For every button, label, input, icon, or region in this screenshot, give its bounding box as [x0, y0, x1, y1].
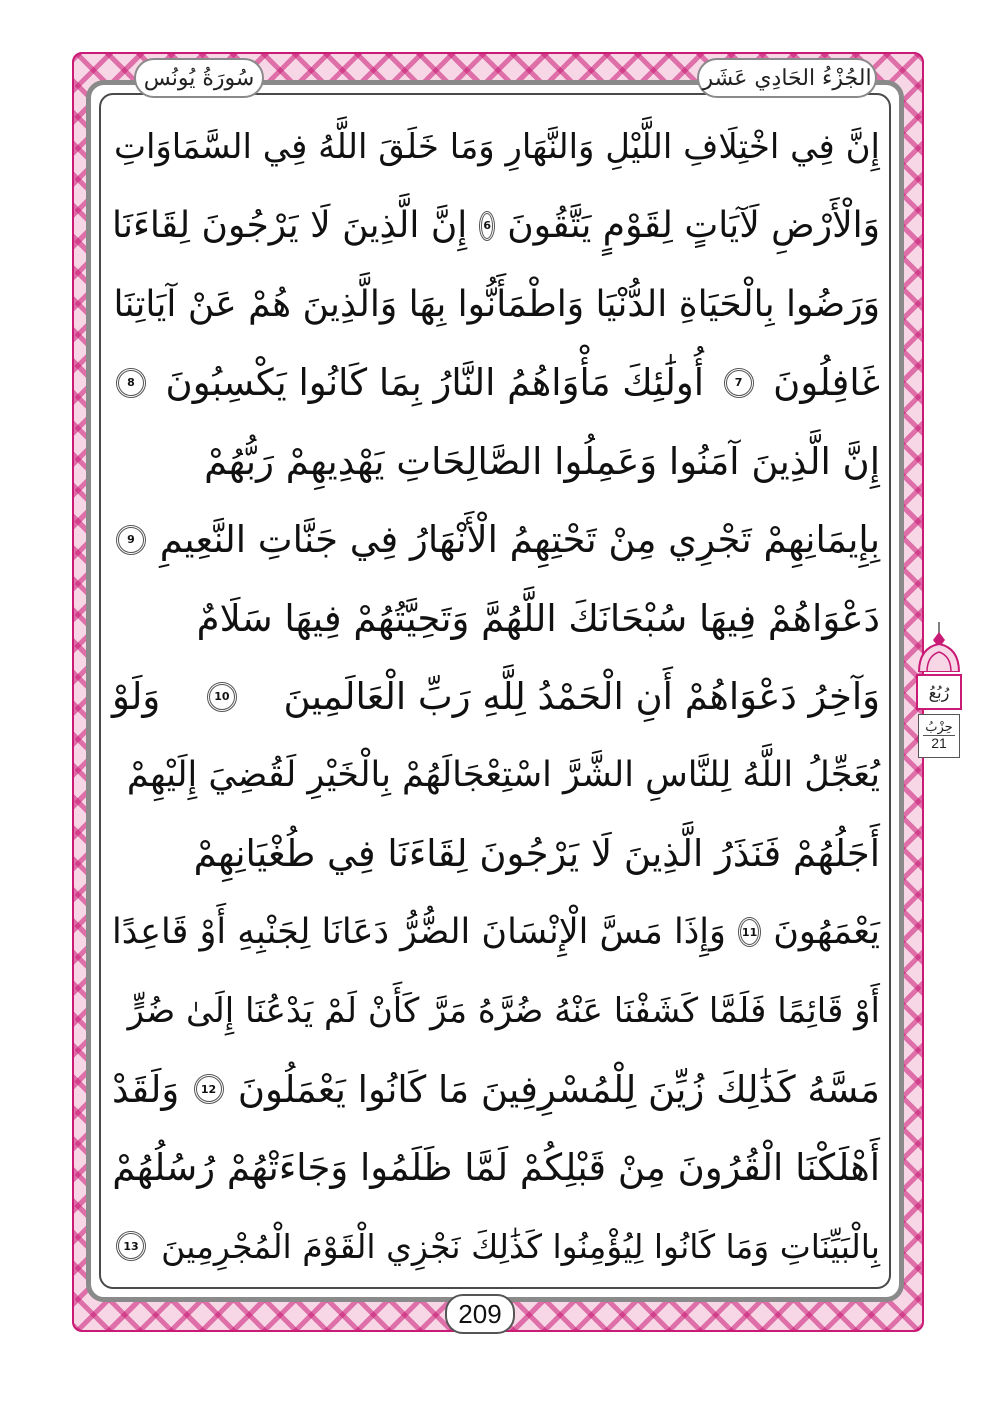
text-line [112, 579, 880, 658]
juz-name-box [697, 58, 877, 98]
verse-text: يَعْمَهُونَ [773, 912, 880, 953]
verse-text: وَآخِرُ دَعْوَاهُمْ أَنِ الْحَمْدُ لِلَّهِ رَبِّ الْعَالَمِينَ [283, 675, 880, 719]
surah-name-box [134, 58, 264, 98]
verse-text: مَسَّهُ كَذَٰلِكَ زُيِّنَ لِلْمُسْرِفِينَ مَا كَانُوا يَعْمَلُونَ [237, 1067, 880, 1111]
page-number: 209 [458, 1298, 502, 1329]
text-line [112, 501, 880, 580]
verse-text: أُولَٰئِكَ مَأْوَاهُمُ النَّارُ بِمَا كَانُوا يَكْسِبُونَ [165, 361, 705, 405]
text-line [112, 815, 880, 894]
verse-text: إِنَّ فِي اخْتِلَافِ اللَّيْلِ وَالنَّهَارِ وَمَا خَلَقَ اللَّهُ فِي السَّمَاوَاتِ [113, 127, 880, 168]
verse-text: أَوْ قَائِمًا فَلَمَّا كَشَفْنَا عَنْهُ ضُرَّهُ مَرَّ كَأَنْ لَمْ يَدْعُنَا إِلَىٰ ضُرٍّ [127, 990, 880, 1031]
ayah-number-marker: 11 [738, 917, 761, 947]
text-line [112, 265, 880, 344]
text-line [112, 187, 880, 266]
hizb-label: حِزْبُ [925, 719, 953, 735]
verse-text: وَرَضُوا بِالْحَيَاةِ الدُّنْيَا وَاطْمَأَنُّوا بِهَا وَالَّذِينَ هُمْ عَنْ آيَاتِنَا [113, 283, 880, 325]
verse-text: بِالْبَيِّنَاتِ وَمَا كَانُوا لِيُؤْمِنُوا كَذَٰلِكَ نَجْزِي الْقَوْمَ الْمُجْرِمِينَ [161, 1226, 880, 1266]
text-line [112, 1050, 880, 1129]
verse-text: وَإِذَا مَسَّ الْإِنْسَانَ الضُّرُّ دَعَانَا لِجَنْبِهِ أَوْ قَاعِدًا [112, 912, 726, 953]
ayah-number-marker: 9 [116, 525, 146, 555]
text-line [112, 893, 880, 972]
hizb-marker [913, 622, 965, 762]
verse-text: وَلَقَدْ [112, 1067, 180, 1111]
hizb-label-box [918, 714, 960, 758]
ayah-number-marker: 6 [479, 211, 495, 241]
verse-text: يُعَجِّلُ اللَّهُ لِلنَّاسِ الشَّرَّ اسْتِعْجَالَهُمْ بِالْخَيْرِ لَقُضِيَ إِلَيْهِمْ [126, 755, 880, 796]
surah-name: سُورَةُ يُونُس [143, 65, 255, 91]
rub-label-box [916, 674, 962, 710]
rub-label: رُبُعُ [928, 682, 950, 702]
page-number-box [445, 1294, 515, 1334]
quran-text-body [112, 108, 880, 1286]
verse-text: وَالْأَرْضِ لَآيَاتٍ لِقَوْمٍ يَتَّقُونَ [507, 205, 880, 247]
hizb-number: 21 [923, 735, 955, 751]
juz-name: الجُزْءُ الحَادِي عَشَر [702, 65, 872, 91]
text-line [112, 1207, 880, 1286]
verse-text: أَهْلَكْنَا الْقُرُونَ مِنْ قَبْلِكُمْ لَمَّا ظَلَمُوا وَجَاءَتْهُمْ رُسُلُهُمْ [112, 1146, 880, 1190]
text-line [112, 972, 880, 1051]
text-line [112, 422, 880, 501]
ayah-number-marker: 8 [116, 368, 146, 398]
ayah-number-marker: 12 [194, 1074, 224, 1104]
verse-text: أَجَلُهُمْ فَنَذَرُ الَّذِينَ لَا يَرْجُونَ لِقَاءَنَا فِي طُغْيَانِهِمْ [193, 832, 880, 876]
hizb-marker-ornament [913, 622, 965, 672]
ayah-number-marker: 7 [724, 368, 754, 398]
verse-text: غَافِلُونَ [773, 361, 880, 405]
text-line [112, 658, 880, 737]
text-line [112, 736, 880, 815]
verse-text: وَلَوْ [112, 675, 161, 719]
text-line [112, 108, 880, 187]
ayah-number-marker: 10 [207, 682, 237, 712]
text-line [112, 344, 880, 423]
text-line [112, 1129, 880, 1208]
ayah-number-marker: 13 [116, 1231, 146, 1261]
verse-text: إِنَّ الَّذِينَ لَا يَرْجُونَ لِقَاءَنَا [112, 205, 468, 247]
verse-text: دَعْوَاهُمْ فِيهَا سُبْحَانَكَ اللَّهُمَّ وَتَحِيَّتُهُمْ فِيهَا سَلَامٌ [196, 596, 880, 640]
verse-text: بِإِيمَانِهِمْ تَجْرِي مِنْ تَحْتِهِمُ الْأَنْهَارُ فِي جَنَّاتِ النَّعِيمِ [159, 518, 880, 562]
verse-text: إِنَّ الَّذِينَ آمَنُوا وَعَمِلُوا الصَّالِحَاتِ يَهْدِيهِمْ رَبُّهُمْ [204, 439, 880, 483]
